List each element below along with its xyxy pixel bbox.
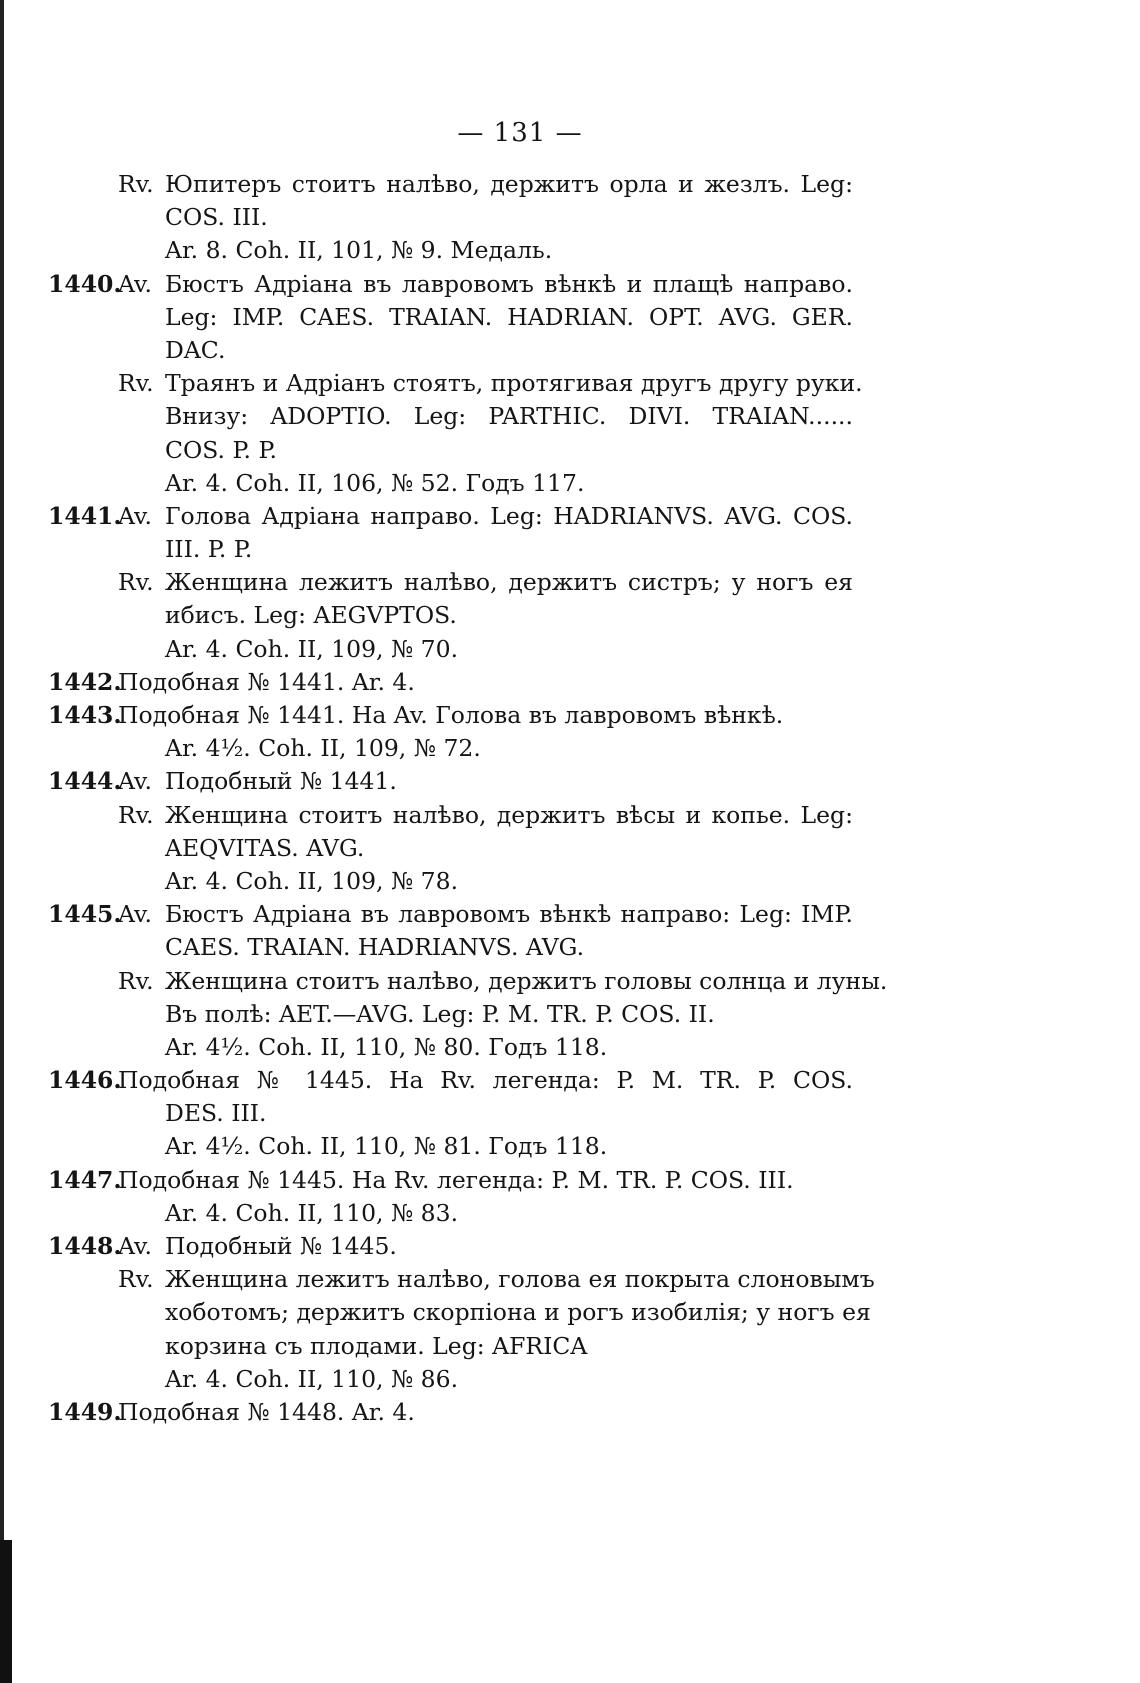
entry-line <box>0 1263 1140 1296</box>
scan-bottom-edge <box>0 1540 12 1683</box>
coin-side-label: Av. <box>118 900 152 929</box>
entry-text: DAC. <box>165 335 226 364</box>
entry-text: Траянъ и Адріанъ стоятъ, протягивая другъ другу руки. <box>165 369 863 398</box>
catalog-entries <box>0 168 1140 1429</box>
entry-line <box>0 1130 1140 1163</box>
entry-text: Въ полѣ: AET.—AVG. Leg: P. M. TR. P. COS. II. <box>165 999 715 1028</box>
entry-text: Бюстъ Адріана въ лавровомъ вѣнкѣ направо: Leg: IMP. <box>165 900 853 929</box>
entry-line <box>0 1363 1140 1396</box>
entry-text: Leg: IMP. CAES. TRAIAN. HADRIAN. OPT. AVG. GER. <box>165 302 853 331</box>
entry-line <box>0 765 1140 798</box>
page-number: — 131 — <box>457 118 583 148</box>
entry-text: Подобная № 1445. На Rv. легенда: P. M. TR. P. COS. <box>118 1066 853 1095</box>
entry-number: 1447. <box>48 1165 122 1194</box>
entry-line <box>0 1396 1140 1429</box>
entry-text: Ar. 4. Coh. II, 106, № 52. Годъ 117. <box>165 468 585 497</box>
entry-line <box>0 865 1140 898</box>
entry-text: корзина съ плодами. Leg: AFRICA <box>165 1331 588 1360</box>
coin-side-label: Rv. <box>118 170 154 198</box>
coin-side-label: Rv. <box>118 800 154 829</box>
entry-line <box>0 268 1140 301</box>
entry-line <box>0 965 1140 998</box>
entry-number: 1440. <box>48 269 122 298</box>
entry-line <box>0 201 1140 234</box>
entry-text: Женщина стоитъ налѣво, держитъ вѣсы и копье. Leg: <box>165 800 853 829</box>
entry-number: 1443. <box>48 701 122 729</box>
coin-side-label: Av. <box>118 767 152 796</box>
entry-text: Подобная № 1448. Ar. 4. <box>118 1397 415 1426</box>
entry-text: Подобная № 1441. На Av. Голова въ лавровомъ вѣнкѣ. <box>118 701 784 729</box>
entry-line <box>0 1031 1140 1064</box>
entry-text: Голова Адріана направо. Leg: HADRIANVS. AVG. COS. <box>165 501 853 530</box>
coin-side-label: Av. <box>118 269 152 298</box>
entry-line <box>0 732 1140 765</box>
entry-text: Ar. 4½. Coh. II, 110, № 81. Годъ 118. <box>165 1132 608 1161</box>
entry-text: COS. III. <box>165 203 268 232</box>
coin-side-label: Rv. <box>118 1265 154 1294</box>
entry-text: Ar. 8. Coh. II, 101, № 9. Медаль. <box>165 236 553 265</box>
entry-text: Бюстъ Адріана въ лавровомъ вѣнкѣ и плащѣ направо. <box>165 269 853 298</box>
entry-text: Подобный № 1441. <box>165 767 397 796</box>
entry-line <box>0 1197 1140 1230</box>
entry-text: DES. III. <box>165 1099 267 1128</box>
coin-side-label: Rv. <box>118 369 154 398</box>
entry-text: хоботомъ; держитъ скорпіона и рогъ изобилія; у ногъ ея <box>165 1298 871 1327</box>
entry-line <box>0 1164 1140 1197</box>
entry-line <box>0 998 1140 1031</box>
entry-line <box>0 1330 1140 1363</box>
entry-line <box>0 699 1140 732</box>
entry-line <box>0 1097 1140 1130</box>
entry-line <box>0 301 1140 334</box>
entry-text: AEQVITAS. AVG. <box>165 833 365 862</box>
entry-text: Женщина лежитъ налѣво, держитъ систръ; у ногъ ея <box>165 568 853 597</box>
entry-line <box>0 400 1140 433</box>
entry-text: Подобная № 1441. Ar. 4. <box>118 667 415 696</box>
entry-line <box>0 633 1140 666</box>
entry-number: 1446. <box>48 1066 122 1095</box>
entry-text: CAES. TRAIAN. HADRIANVS. AVG. <box>165 933 585 962</box>
entry-line <box>0 234 1140 267</box>
entry-text: Ar. 4. Coh. II, 110, № 83. <box>165 1198 459 1227</box>
entry-text: Подобный № 1445. <box>165 1232 397 1260</box>
entry-text: COS. P. P. <box>165 435 277 464</box>
entry-line <box>0 334 1140 367</box>
entry-line <box>0 367 1140 400</box>
entry-text: ибисъ. Leg: AEGVPTOS. <box>165 601 457 630</box>
entry-text: Женщина лежитъ налѣво, голова ея покрыта слоновымъ <box>165 1265 875 1294</box>
entry-line <box>0 1296 1140 1329</box>
entry-line <box>0 799 1140 832</box>
entry-number: 1449. <box>48 1397 122 1426</box>
entry-line <box>0 500 1140 533</box>
entry-line <box>0 467 1140 500</box>
entry-text: Внизу: ADOPTIO. Leg: PARTHIC. DIVI. TRAIAN...... <box>165 402 853 431</box>
entry-line <box>0 533 1140 566</box>
entry-text: III. P. P. <box>165 535 253 564</box>
entry-line <box>0 434 1140 467</box>
entry-line <box>0 666 1140 699</box>
entry-line <box>0 599 1140 632</box>
coin-side-label: Av. <box>118 1232 152 1260</box>
entry-line <box>0 832 1140 865</box>
entry-text: Ar. 4. Coh. II, 109, № 78. <box>165 866 459 895</box>
entry-text: Юпитеръ стоитъ налѣво, держитъ орла и жезлъ. Leg: <box>165 170 853 198</box>
coin-side-label: Av. <box>118 501 152 530</box>
entry-text: Женщина стоитъ налѣво, держитъ головы солнца и луны. <box>165 966 888 995</box>
entry-line <box>0 168 1140 201</box>
coin-side-label: Rv. <box>118 966 154 995</box>
entry-number: 1442. <box>48 667 122 696</box>
entry-text: Ar. 4. Coh. II, 109, № 70. <box>165 634 459 663</box>
entry-line <box>0 1230 1140 1263</box>
entry-text: Подобная № 1445. На Rv. легенда: P. M. TR. P. COS. III. <box>118 1165 794 1194</box>
entry-number: 1445. <box>48 900 122 929</box>
entry-line <box>0 931 1140 964</box>
coin-side-label: Rv. <box>118 568 154 597</box>
entry-text: Ar. 4. Coh. II, 110, № 86. <box>165 1364 459 1393</box>
entry-text: Ar. 4½. Coh. II, 109, № 72. <box>165 734 481 763</box>
entry-line <box>0 898 1140 931</box>
entry-number: 1448. <box>48 1232 122 1260</box>
entry-line <box>0 1064 1140 1097</box>
entry-text: Ar. 4½. Coh. II, 110, № 80. Годъ 118. <box>165 1032 608 1061</box>
entry-number: 1444. <box>48 767 122 796</box>
entry-line <box>0 566 1140 599</box>
entry-number: 1441. <box>48 501 122 530</box>
